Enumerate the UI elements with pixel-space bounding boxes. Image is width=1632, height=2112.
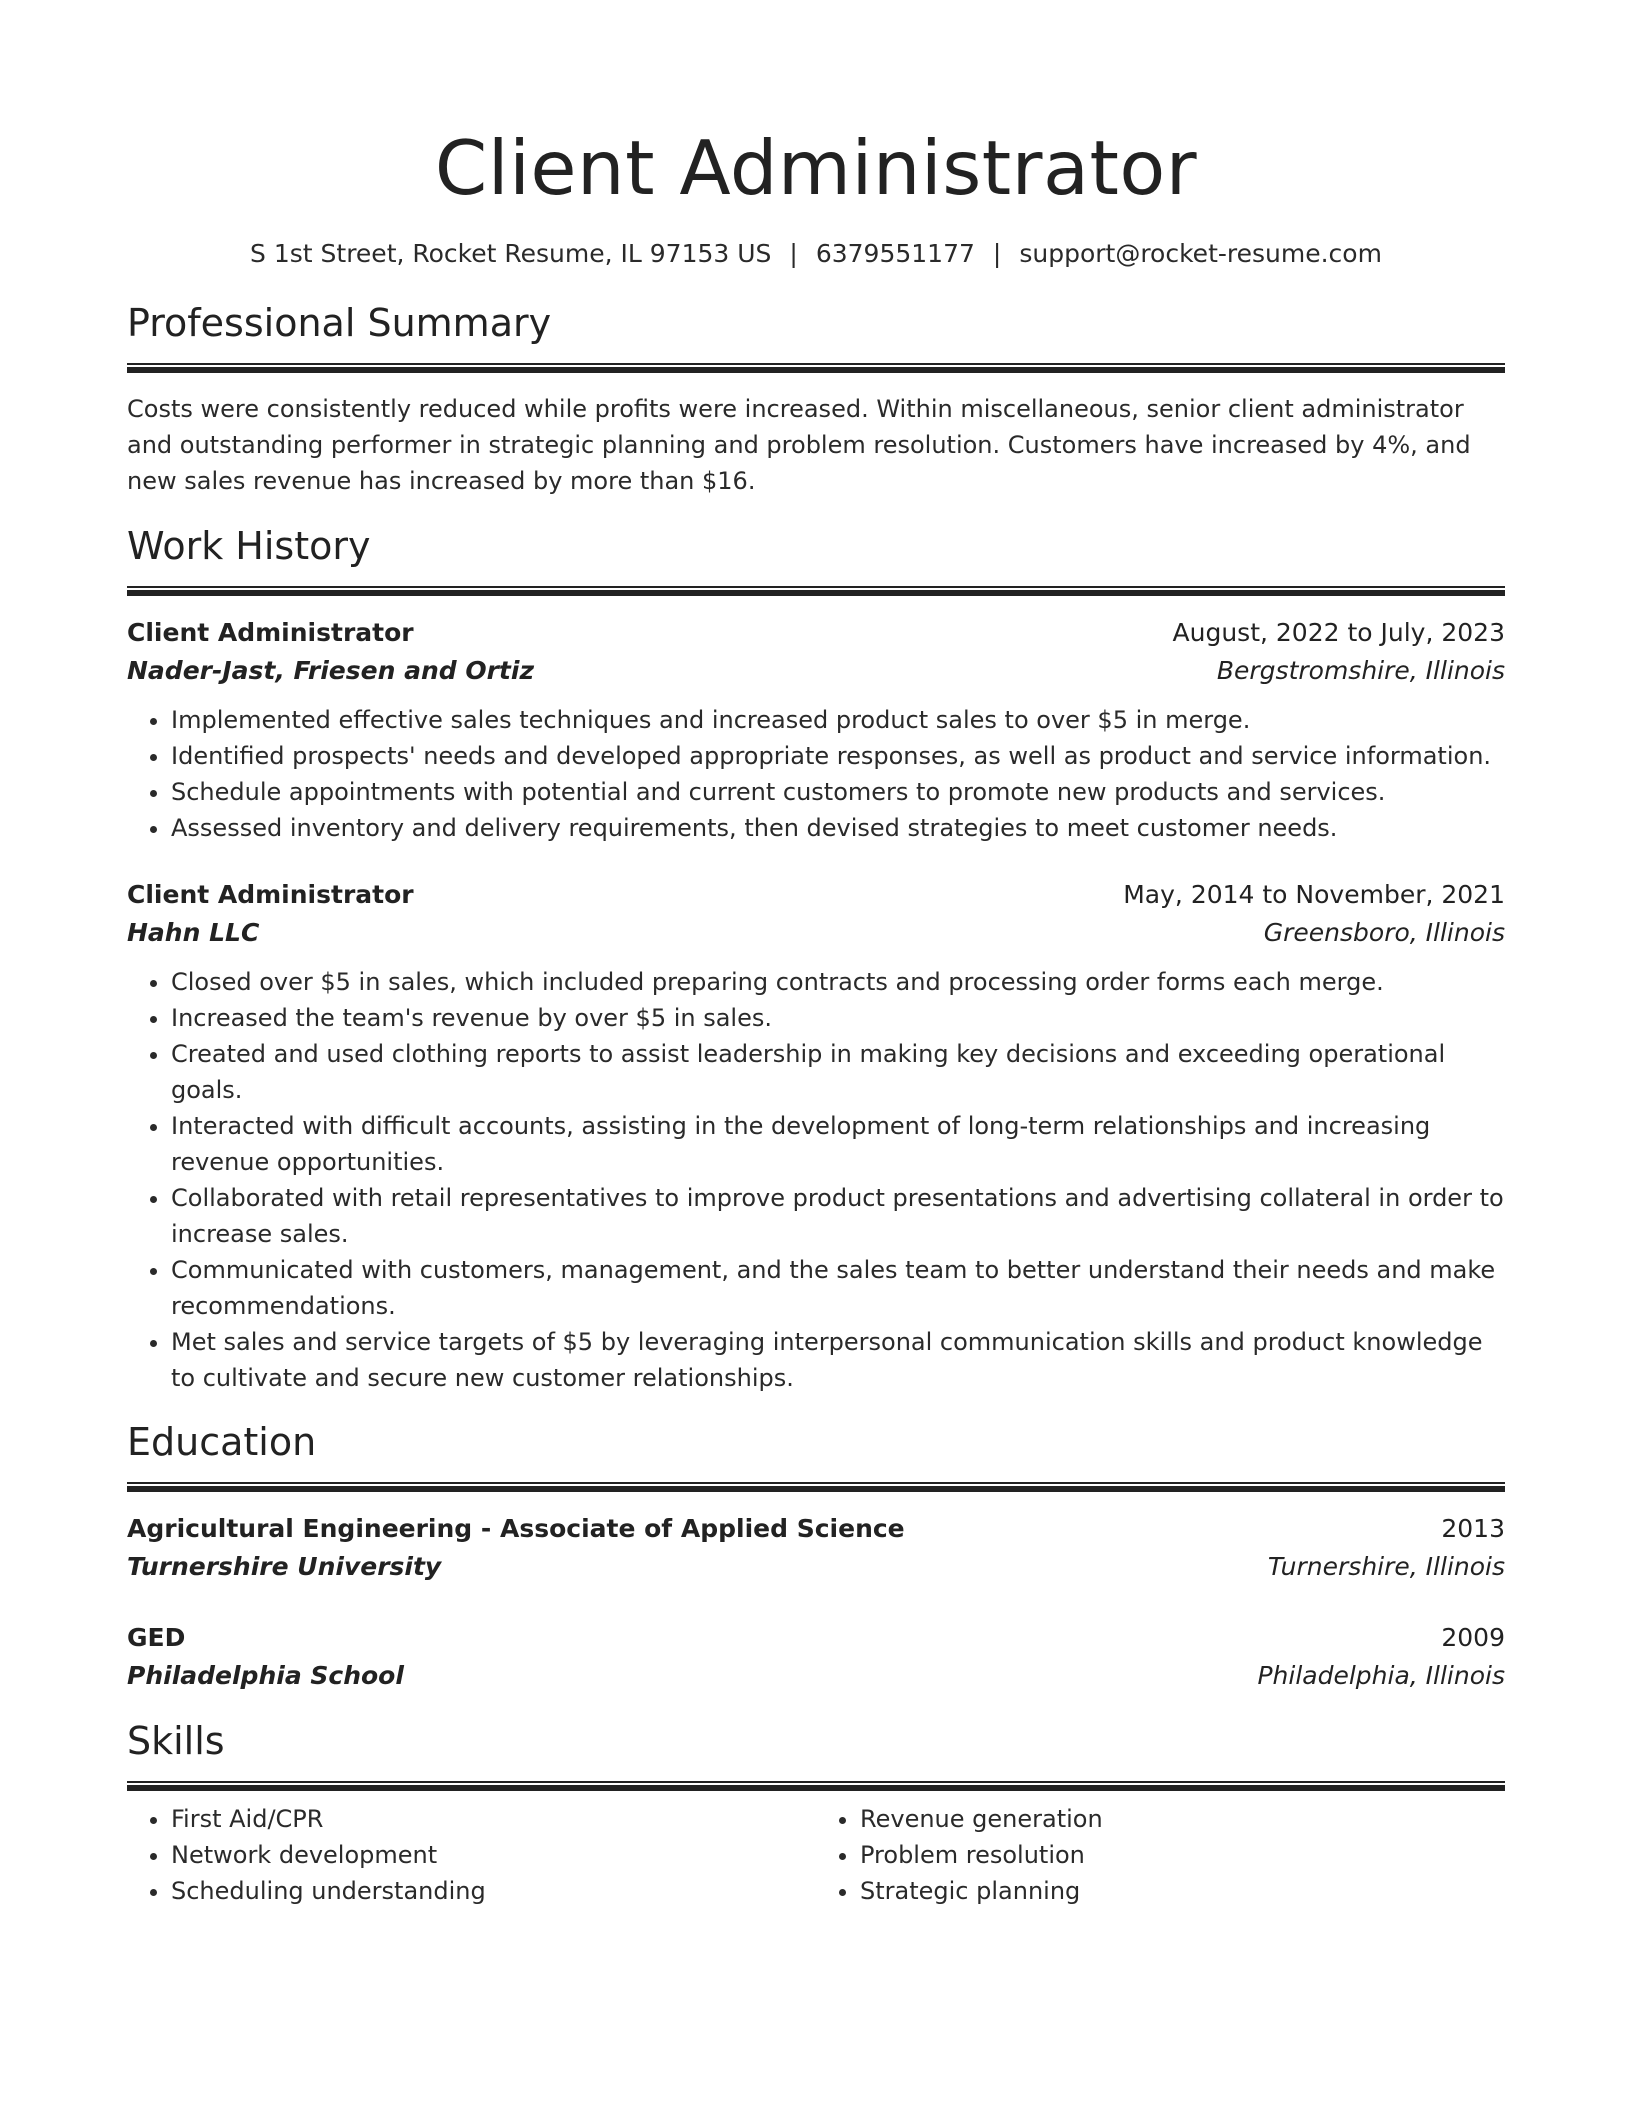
education-section	[127, 1418, 1505, 1695]
job-company-row	[127, 652, 1505, 690]
job-bullets	[127, 702, 1505, 846]
job-title: Client Administrator	[127, 880, 414, 909]
summary-section	[127, 299, 1505, 499]
job-location: Greensboro, Illinois	[1263, 918, 1505, 947]
section-divider	[127, 363, 1505, 373]
list-item: • Assessed inventory and delivery requirements, then devised strategies to meet customer needs.	[171, 810, 1505, 846]
work-history-heading: Work History	[127, 524, 371, 568]
education-year: 2013	[1441, 1514, 1505, 1543]
contact-line	[127, 236, 1505, 272]
skills-left-column	[127, 1801, 816, 1909]
education-degree-row	[127, 1619, 1505, 1657]
job-title: Client Administrator	[127, 618, 414, 647]
job-header-row	[127, 614, 1505, 652]
skills-right-column	[816, 1801, 1505, 1909]
education-school: Turnershire University	[127, 1552, 442, 1581]
summary-text: Costs were consistently reduced while profits were increased. Within miscellaneous, senior client administrator and outstanding performer in strategic planning and problem resolution. Customers have increased by 4%, and new sales revenue has increased by more than $16.	[127, 395, 1471, 495]
job-header-row	[127, 876, 1505, 914]
section-divider	[127, 1482, 1505, 1492]
job-entry	[127, 614, 1505, 846]
contact-separator: |	[789, 239, 798, 268]
job-company-row	[127, 914, 1505, 952]
skills-heading: Skills	[127, 1719, 225, 1763]
list-item: • Closed over $5 in sales, which included preparing contracts and processing order forms each merge.	[171, 964, 1505, 1000]
education-heading: Education	[127, 1420, 317, 1464]
education-location: Turnershire, Illinois	[1267, 1552, 1505, 1581]
contact-address: S 1st Street, Rocket Resume, IL 97153 US	[250, 239, 772, 268]
education-school-row	[127, 1657, 1505, 1695]
list-item: • Interacted with difficult accounts, assisting in the development of long-term relationships and increasing revenue opportunities.	[171, 1108, 1505, 1180]
education-location: Philadelphia, Illinois	[1257, 1661, 1505, 1690]
job-company: Nader-Jast, Friesen and Ortiz	[127, 656, 534, 685]
job-dates: May, 2014 to November, 2021	[1123, 880, 1505, 909]
section-divider	[127, 1781, 1505, 1791]
list-item: • Identified prospects' needs and developed appropriate responses, as well as product and service information.	[171, 738, 1505, 774]
list-item: • Met sales and service targets of $5 by leveraging interpersonal communication skills and product knowledge to cultivate and secure new customer relationships.	[171, 1324, 1505, 1396]
list-item: • Implemented effective sales techniques and increased product sales to over $5 in merge.	[171, 702, 1505, 738]
job-bullets	[127, 964, 1505, 1396]
job-company: Hahn LLC	[127, 918, 260, 947]
list-item: • Increased the team's revenue by over $5 in sales.	[171, 1000, 1505, 1036]
education-degree-row	[127, 1510, 1505, 1548]
education-school-row	[127, 1548, 1505, 1586]
skills-columns	[127, 1801, 1505, 1909]
skill-item: • Network development	[171, 1837, 816, 1873]
contact-phone: 6379551177	[815, 239, 975, 268]
education-entry	[127, 1510, 1505, 1586]
list-item: • Schedule appointments with potential and current customers to promote new products and services.	[171, 774, 1505, 810]
list-item: • Collaborated with retail representatives to improve product presentations and advertising collateral in order to increase sales.	[171, 1180, 1505, 1252]
section-divider	[127, 586, 1505, 596]
education-school: Philadelphia School	[127, 1661, 404, 1690]
education-year: 2009	[1441, 1623, 1505, 1652]
education-degree: Agricultural Engineering - Associate of Applied Science	[127, 1514, 905, 1543]
skill-item: • Strategic planning	[860, 1873, 1505, 1909]
contact-separator: |	[992, 239, 1002, 268]
contact-email: support@rocket-resume.com	[1019, 239, 1382, 268]
education-entry	[127, 1619, 1505, 1695]
job-entry	[127, 876, 1505, 1396]
skills-section	[127, 1717, 1505, 1909]
skill-item: • Revenue generation	[860, 1801, 1505, 1837]
skill-item: • First Aid/CPR	[171, 1801, 816, 1837]
work-history-section	[127, 522, 1505, 1396]
resume-name: Client Administrator	[434, 124, 1198, 212]
list-item: • Created and used clothing reports to assist leadership in making key decisions and exceeding operational goals.	[171, 1036, 1505, 1108]
skill-item: • Scheduling understanding	[171, 1873, 816, 1909]
list-item: • Communicated with customers, management, and the sales team to better understand their needs and make recommendations.	[171, 1252, 1505, 1324]
summary-heading: Professional Summary	[127, 301, 552, 345]
job-location: Bergstromshire, Illinois	[1216, 656, 1505, 685]
education-degree: GED	[127, 1623, 186, 1652]
skill-item: • Problem resolution	[860, 1837, 1505, 1873]
job-dates: August, 2022 to July, 2023	[1172, 618, 1505, 647]
